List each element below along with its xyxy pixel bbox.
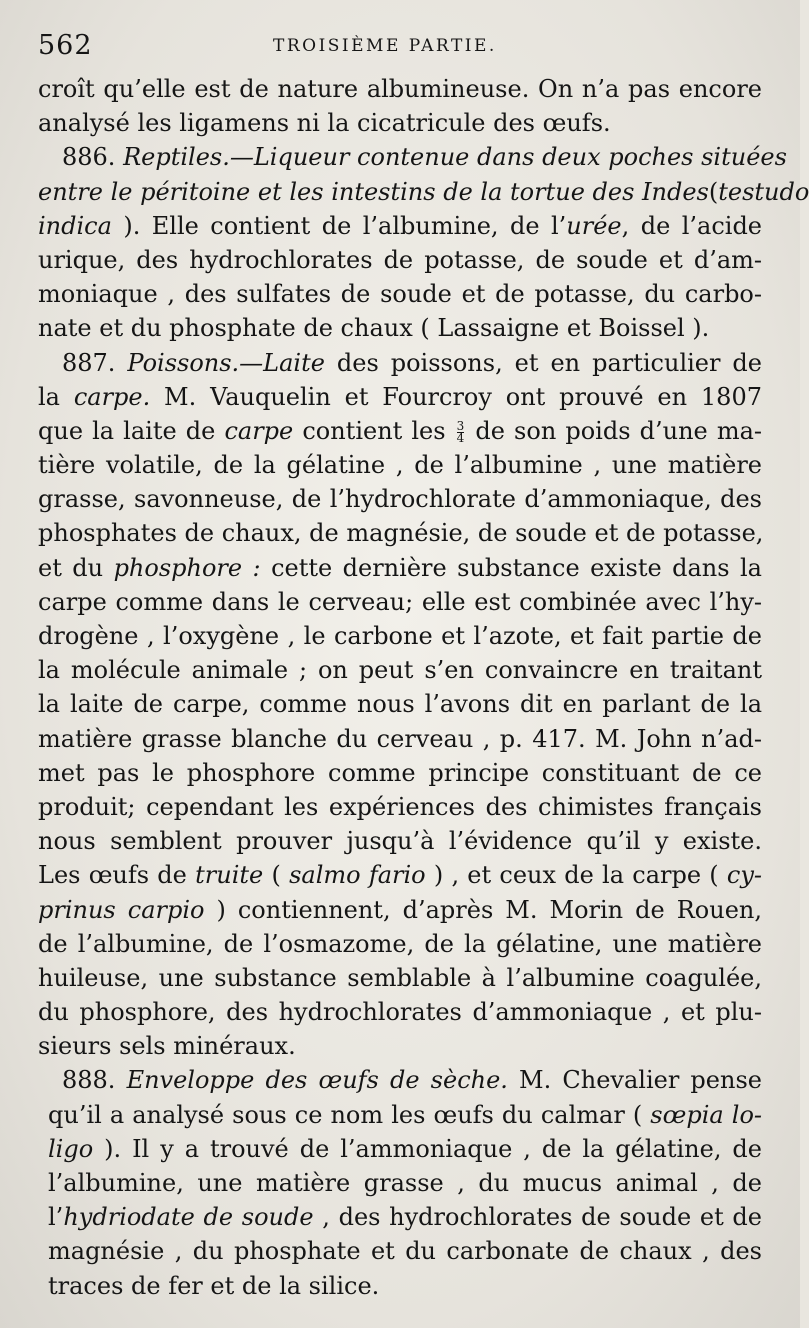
text-run: magnésie , du phosphate et du carbonate de chaux , des [48, 1237, 762, 1266]
text-run: nous semblent prouver jusqu’à l’évidence qu’il y existe. [38, 827, 762, 856]
text-line [38, 243, 762, 277]
italic-text: testudo [718, 177, 809, 206]
text-line [38, 927, 762, 961]
text-line [38, 1098, 762, 1132]
text-run: carpe comme dans le cerveau; elle est combinée avec l’hy- [38, 587, 762, 616]
italic-text: Reptiles.—Liqueur contenue dans deux poches situées [123, 143, 787, 172]
text-line [38, 1234, 762, 1268]
text-run: 888. [62, 1066, 127, 1095]
text-line [38, 1132, 762, 1166]
body-text [38, 72, 809, 1303]
text-line [38, 72, 762, 106]
text-run: huileuse, une substance semblable à l’albumine coagulée, [38, 963, 762, 992]
text-line [38, 790, 762, 824]
text-run: analysé les ligamens ni la cicatricule des œufs. [38, 109, 611, 138]
italic-text: urée [566, 211, 622, 240]
text-run: phosphates de chaux, de magnésie, de soude et de potasse, [38, 519, 764, 548]
text-run: , des hydrochlorates de soude et de [313, 1203, 763, 1232]
text-line [38, 1166, 762, 1200]
text-run: tière volatile, de la gélatine , de l’albumine , une matière [38, 451, 762, 480]
text-run: moniaque , des sulfates de soude et de potasse, du carbo- [38, 280, 762, 309]
text-line [38, 722, 762, 756]
text-line [38, 209, 762, 243]
text-run: produit; cependant les expériences des chimistes français [38, 792, 762, 821]
text-line [38, 653, 762, 687]
text-run: ( [708, 177, 719, 206]
text-run: la laite de carpe, comme nous l’avons dit en parlant de la [38, 690, 762, 719]
fraction-denominator: 4 [456, 430, 465, 445]
text-line [38, 106, 762, 140]
text-run: de son poids d’une ma- [466, 416, 762, 445]
text-run: , de l’acide [621, 211, 763, 240]
italic-text: Enveloppe des œufs de sèche. [126, 1066, 508, 1095]
text-run: drogène , l’oxygène , le carbone et l’azote, et fait partie de [38, 622, 762, 650]
text-run: du phosphore, des hydrochlorates d’ammoniaque , et plu- [38, 998, 762, 1027]
text-run: M. Chevalier pense [507, 1066, 762, 1095]
italic-text: truite [195, 861, 264, 890]
text-run: l’ [48, 1203, 64, 1232]
italic-text: phosphore : [113, 553, 261, 582]
italic-text: ligo [48, 1134, 94, 1163]
italic-text: salmo fario [289, 861, 426, 890]
text-run: nate et du phosphate de chaux ( Lassaigne et Boissel ). [38, 314, 710, 343]
text-line [38, 585, 762, 619]
text-run: la [38, 382, 74, 411]
text-run: des poissons, et en particulier de [324, 348, 762, 377]
text-line [38, 619, 762, 653]
running-title: TROISIÈME PARTIE. [273, 36, 497, 56]
text-line [38, 1063, 762, 1097]
text-run: sieurs sels minéraux. [38, 1032, 296, 1061]
text-run: que la laite de [38, 416, 225, 445]
text-run: de l’albumine, de l’osmazome, de la gélatine, une matière [38, 929, 762, 958]
text-run: qu’il a analysé sous ce nom les œufs du calmar ( [48, 1100, 651, 1129]
text-run: ) contiennent, d’après M. Morin de Rouen, [204, 895, 762, 924]
text-line [38, 687, 762, 721]
text-run: ) , et ceux de la carpe ( [425, 861, 727, 890]
text-run: cette dernière substance existe dans la [260, 553, 762, 582]
text-line [38, 858, 762, 892]
text-line [38, 414, 762, 448]
text-run: M. Vauquelin et Fourcroy ont prouvé en 1807 [150, 382, 762, 411]
text-run: l’albumine, une matière grasse , du mucus animal , de [48, 1169, 762, 1197]
fraction [456, 418, 465, 445]
italic-text: Poissons.—Laite [127, 348, 325, 377]
text-run: ). Il y a trouvé de l’ammoniaque , de la gélatine, de [93, 1134, 762, 1163]
text-line [38, 175, 809, 209]
text-run: croît qu’elle est de nature albumineuse. On n’a pas encore [38, 75, 762, 103]
text-run: 886. [62, 143, 124, 172]
fraction-numerator: 3 [456, 418, 465, 433]
italic-text: indica [38, 211, 112, 240]
text-run: 887. [62, 348, 128, 377]
text-line [38, 311, 762, 345]
text-line [38, 824, 762, 858]
text-line [38, 380, 762, 414]
page-header [38, 28, 776, 68]
text-line [38, 961, 762, 995]
text-line [38, 756, 762, 790]
text-run: ( [263, 861, 290, 890]
text-line [38, 893, 762, 927]
text-run: Les œufs de [38, 861, 196, 890]
text-line [38, 482, 762, 516]
text-line [38, 1200, 762, 1234]
italic-text: entre le péritoine et les intestins de la tortue des Indes [38, 177, 709, 206]
italic-text: carpe [224, 416, 294, 445]
text-line [38, 1029, 762, 1063]
text-line [38, 516, 762, 550]
text-line [38, 140, 787, 174]
text-run: matière grasse blanche du cerveau , p. 417. M. John n’ad- [38, 724, 762, 753]
italic-text: hydriodate de soude [63, 1203, 314, 1232]
text-run: grasse, savonneuse, de l’hydrochlorate d’ammoniaque, des [38, 485, 762, 514]
text-run: met pas le phosphore comme principe constituant de ce [38, 758, 762, 787]
text-run: et du [38, 553, 114, 582]
text-run: ). Elle contient de l’albumine, de l’ [111, 211, 567, 240]
text-run: traces de fer et de la silice. [48, 1271, 380, 1300]
italic-text: prinus carpio [38, 895, 205, 924]
text-run: contient les [293, 416, 455, 445]
italic-text: cy- [726, 861, 763, 890]
text-line [38, 995, 762, 1029]
text-line [38, 1269, 762, 1303]
italic-text: carpe. [73, 382, 151, 411]
text-line [38, 277, 762, 311]
page-number: 562 [38, 30, 93, 61]
text-line [38, 346, 762, 380]
text-run: urique, des hydrochlorates de potasse, de soude et d’am- [38, 245, 762, 274]
text-run: la molécule animale ; on peut s’en convaincre en traitant [38, 656, 762, 685]
text-line [38, 448, 762, 482]
italic-text: sœpia lo- [650, 1100, 762, 1129]
text-line [38, 551, 762, 585]
